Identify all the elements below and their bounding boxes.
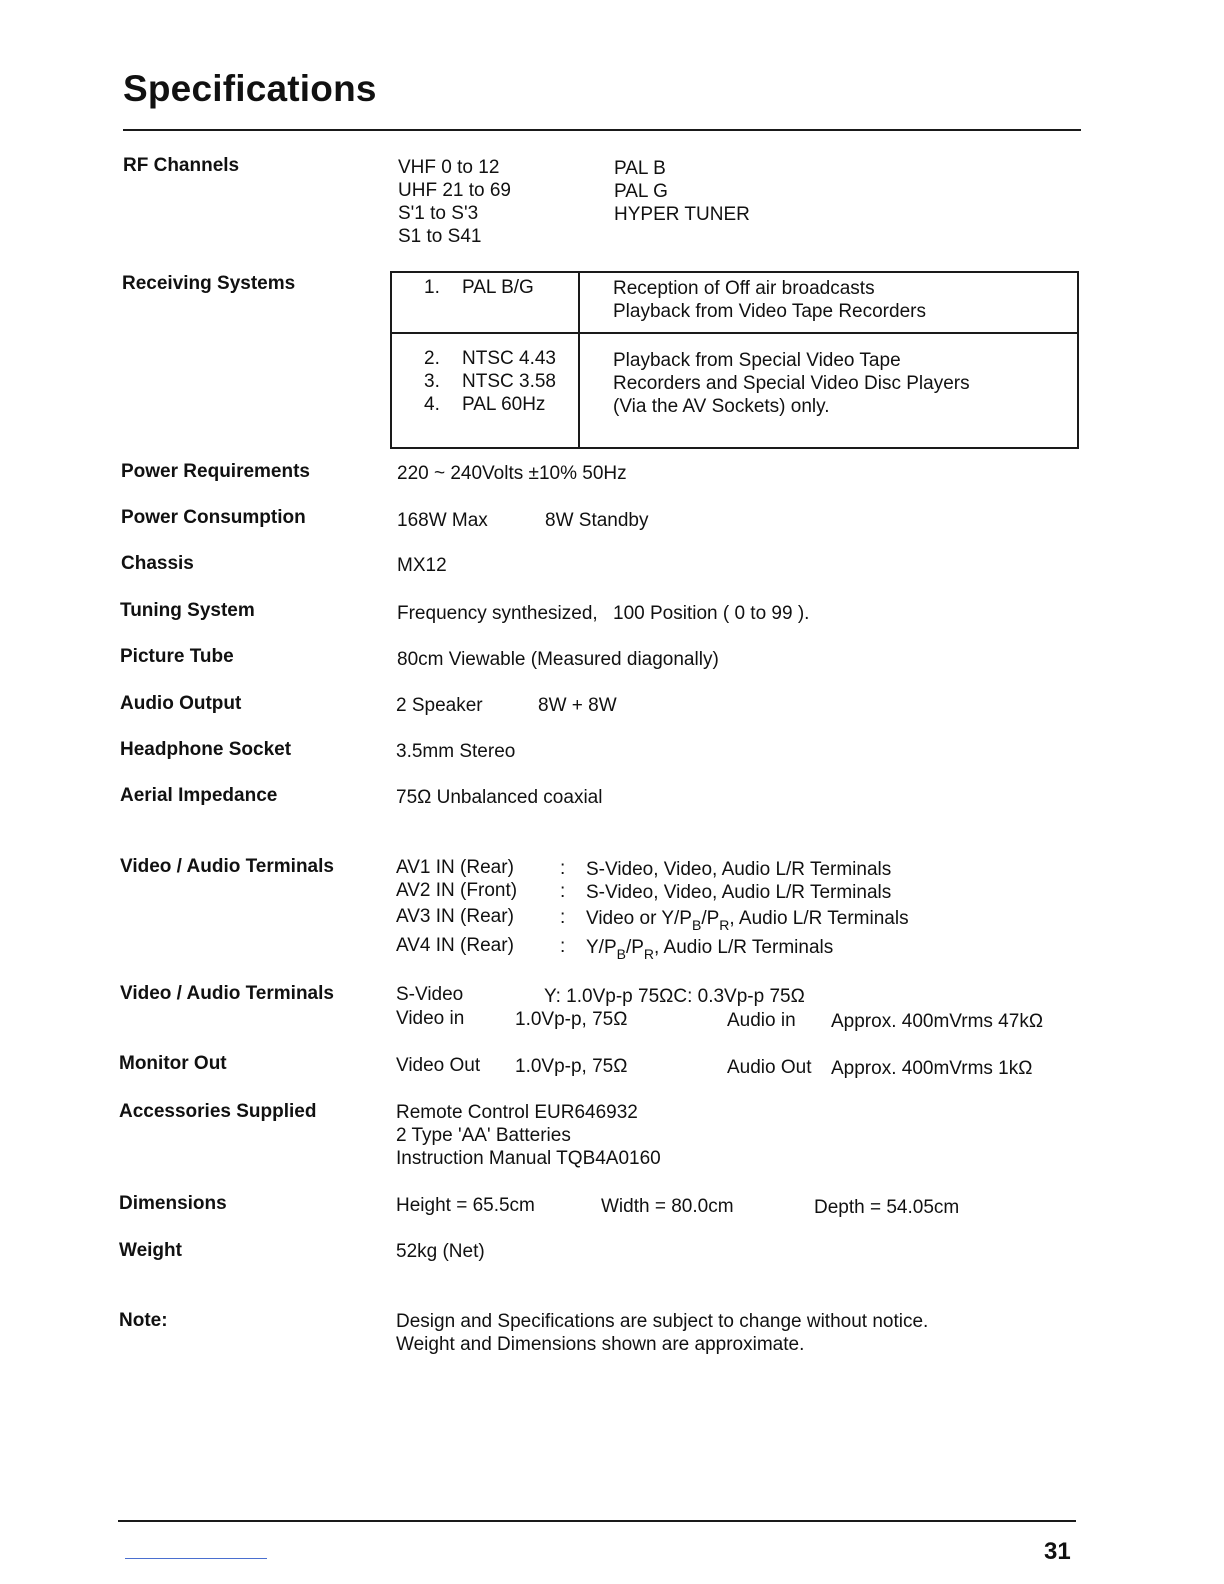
monitor-audio-label: Audio Out bbox=[727, 1057, 812, 1078]
audio-output-speaker: 2 Speaker bbox=[396, 695, 483, 716]
monitor-video-label: Video Out bbox=[396, 1055, 481, 1076]
system-number: 3. bbox=[424, 371, 440, 392]
av-terminal-input: AV2 IN (Front) bbox=[396, 880, 518, 901]
system-name: NTSC 3.58 bbox=[462, 371, 556, 392]
headphone-socket-label: Headphone Socket bbox=[120, 739, 292, 760]
bottom-rule bbox=[118, 1520, 1076, 1522]
receiving-system-item bbox=[392, 276, 578, 299]
system-number: 1. bbox=[424, 277, 440, 298]
dimensions-width: Width = 80.0cm bbox=[601, 1196, 734, 1217]
receiving-systems-label: Receiving Systems bbox=[122, 273, 296, 294]
receiving-group-description bbox=[579, 333, 1078, 448]
power-consumption-label: Power Consumption bbox=[121, 507, 306, 528]
av-terminal-description bbox=[586, 907, 909, 933]
audio-in-value: Approx. 400mVrms 47kΩ bbox=[831, 1011, 1044, 1032]
chassis-value: MX12 bbox=[397, 555, 447, 576]
rf-band: VHF 0 to 12 bbox=[398, 157, 500, 178]
dimensions-label: Dimensions bbox=[119, 1193, 227, 1214]
description-text: /P bbox=[701, 908, 720, 929]
av-terminal-input: AV4 IN (Rear) bbox=[396, 935, 514, 956]
receiving-group-systems bbox=[391, 333, 579, 448]
av-terminal-input: AV1 IN (Rear) bbox=[396, 857, 514, 878]
audio-output-power: 8W + 8W bbox=[538, 695, 617, 716]
svideo-value: Y: 1.0Vp-p 75ΩC: 0.3Vp-p 75Ω bbox=[544, 986, 805, 1007]
aerial-impedance-value: 75Ω Unbalanced coaxial bbox=[396, 787, 603, 808]
page-number: 31 bbox=[1044, 1538, 1071, 1565]
av-terminal-description: S-Video, Video, Audio L/R Terminals bbox=[586, 859, 892, 880]
av-terminal-separator: : bbox=[560, 936, 566, 957]
rf-band: S'1 to S'3 bbox=[398, 203, 479, 224]
av-terminal-description: S-Video, Video, Audio L/R Terminals bbox=[586, 882, 892, 903]
receiving-systems-table bbox=[390, 271, 1079, 449]
system-name: NTSC 4.43 bbox=[462, 348, 556, 369]
rf-channels-label: RF Channels bbox=[123, 155, 240, 176]
tuning-system-label: Tuning System bbox=[120, 600, 255, 621]
system-number: 4. bbox=[424, 394, 440, 415]
receiving-group-1 bbox=[391, 272, 1078, 333]
accessory-item: Remote Control EUR646932 bbox=[396, 1102, 638, 1123]
description-line: Recorders and Special Video Disc Players bbox=[613, 373, 970, 394]
note-text bbox=[396, 1310, 928, 1356]
description-line: (Via the AV Sockets) only. bbox=[613, 396, 830, 417]
subscript: B bbox=[691, 917, 702, 933]
rf-system: HYPER TUNER bbox=[614, 204, 750, 225]
rf-bands bbox=[398, 156, 511, 248]
note-line: Design and Specifications are subject to change without notice. bbox=[396, 1311, 929, 1332]
receiving-system-item bbox=[392, 393, 578, 416]
rf-systems bbox=[614, 157, 750, 226]
top-rule bbox=[123, 129, 1081, 131]
picture-tube-value: 80cm Viewable (Measured diagonally) bbox=[397, 649, 719, 670]
av-terminals-label: Video / Audio Terminals bbox=[120, 856, 334, 877]
video-in-value: 1.0Vp-p, 75Ω bbox=[515, 1009, 628, 1030]
power-consumption-max: 168W Max bbox=[397, 510, 488, 531]
chassis-label: Chassis bbox=[121, 553, 194, 574]
av-terminal-description bbox=[586, 936, 834, 962]
description-text: , Audio L/R Terminals bbox=[654, 937, 834, 958]
receiving-system-item bbox=[392, 347, 578, 370]
av-terminal-separator: : bbox=[560, 858, 566, 879]
av-terminal-input: AV3 IN (Rear) bbox=[396, 906, 514, 927]
description-line: Reception of Off air broadcasts bbox=[613, 278, 875, 299]
accessories-label: Accessories Supplied bbox=[119, 1101, 317, 1122]
weight-value: 52kg (Net) bbox=[396, 1241, 485, 1262]
subscript: B bbox=[616, 946, 626, 962]
accessory-item: Instruction Manual TQB4A0160 bbox=[396, 1148, 661, 1169]
dimensions-depth: Depth = 54.05cm bbox=[814, 1197, 960, 1218]
audio-in-label: Audio in bbox=[727, 1010, 796, 1031]
monitor-out-label: Monitor Out bbox=[119, 1053, 227, 1074]
picture-tube-label: Picture Tube bbox=[120, 646, 234, 667]
tuning-system-value1: Frequency synthesized, bbox=[397, 603, 598, 624]
description-text: /P bbox=[625, 937, 644, 958]
receiving-system-item bbox=[392, 370, 578, 393]
rf-system: PAL G bbox=[614, 181, 668, 202]
monitor-video-value: 1.0Vp-p, 75Ω bbox=[515, 1056, 628, 1077]
receiving-group-systems bbox=[391, 272, 579, 333]
subscript: R bbox=[643, 946, 655, 962]
receiving-group-2 bbox=[391, 333, 1078, 448]
aerial-impedance-label: Aerial Impedance bbox=[120, 785, 278, 806]
tuning-system-value2: 100 Position ( 0 to 99 ). bbox=[613, 603, 810, 624]
receiving-group-description bbox=[579, 272, 1078, 333]
headphone-socket-value: 3.5mm Stereo bbox=[396, 741, 516, 762]
rf-system: PAL B bbox=[614, 158, 666, 179]
system-number: 2. bbox=[424, 348, 440, 369]
av-terminal-separator: : bbox=[560, 881, 566, 902]
av-terminal-separator: : bbox=[560, 907, 566, 928]
description-text: , Audio L/R Terminals bbox=[729, 908, 909, 929]
svideo-label: S-Video bbox=[396, 984, 464, 1005]
power-requirements-value: 220 ~ 240Volts ±10% 50Hz bbox=[397, 463, 627, 484]
footer-accent-line bbox=[125, 1558, 267, 1559]
page-title: Specifications bbox=[123, 68, 377, 109]
av-levels-label: Video / Audio Terminals bbox=[120, 983, 334, 1004]
audio-output-label: Audio Output bbox=[120, 693, 242, 714]
power-consumption-standby: 8W Standby bbox=[545, 510, 649, 531]
system-name: PAL 60Hz bbox=[462, 394, 546, 415]
accessory-item: 2 Type 'AA' Batteries bbox=[396, 1125, 571, 1146]
note-label: Note: bbox=[119, 1310, 168, 1331]
system-name: PAL B/G bbox=[462, 277, 534, 298]
dimensions-height: Height = 65.5cm bbox=[396, 1195, 535, 1216]
weight-label: Weight bbox=[119, 1240, 182, 1261]
note-line: Weight and Dimensions shown are approximate. bbox=[396, 1334, 805, 1355]
description-line: Playback from Video Tape Recorders bbox=[613, 301, 926, 322]
description-text: Video or Y/P bbox=[586, 908, 692, 929]
accessories-list bbox=[396, 1101, 661, 1170]
rf-band: S1 to S41 bbox=[398, 226, 482, 247]
monitor-audio-value: Approx. 400mVrms 1kΩ bbox=[831, 1058, 1033, 1079]
power-requirements-label: Power Requirements bbox=[121, 461, 310, 482]
description-line: Playback from Special Video Tape bbox=[613, 350, 901, 371]
video-in-label: Video in bbox=[396, 1008, 465, 1029]
description-text: Y/P bbox=[586, 937, 617, 958]
rf-band: UHF 21 to 69 bbox=[398, 180, 511, 201]
subscript: R bbox=[719, 917, 730, 933]
